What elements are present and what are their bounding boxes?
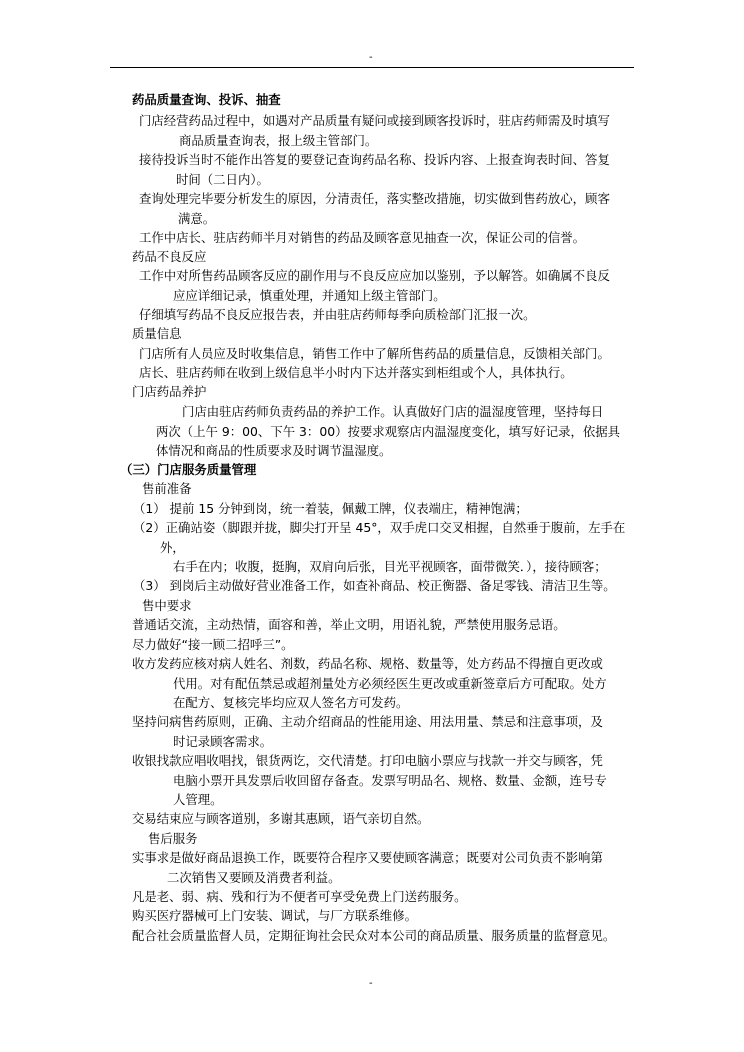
paragraph-line: 门店经营药品过程中，如遇对产品质量有疑问或接到顾客投诉时，驻店药师需及时填写 bbox=[139, 113, 610, 128]
subsection-title: 售前准备 bbox=[142, 481, 192, 496]
paragraph-line: 在配方、复核完毕均应双人签名方可发药。 bbox=[173, 695, 409, 710]
paragraph-line: 配合社会质量监督人员，定期征询社会民众对本公司的商品质量、服务质量的监督意见。 bbox=[132, 928, 616, 943]
list-item: （2）正确站姿（脚跟并拢，脚尖打开呈 45°，双手虎口交叉相握，自然垂于腹前，左手在 bbox=[133, 520, 626, 535]
paragraph-line: 店长、驻店药师在收到上级信息半小时内下达并落实到柜组或个人，具体执行。 bbox=[139, 365, 573, 380]
paragraph-line: 电脑小票开具发票后收回留存备查。发票写明品名、规格、数量、金额，连号专 bbox=[173, 773, 607, 788]
header-rule bbox=[110, 67, 634, 68]
paragraph-line: 满意。 bbox=[178, 211, 216, 226]
paragraph-line: 代用。对有配伍禁忌或超剂量处方必须经医生更改或重新签章后方可配取。处方 bbox=[173, 676, 607, 691]
paragraph-line: 时记录顾客需求。 bbox=[173, 734, 273, 749]
paragraph-line: 实事求是做好商品退换工作，既要符合程序又要使顾客满意；既要对公司负责不影响第 bbox=[132, 850, 603, 865]
paragraph-line: 商品质量查询表，报上级主管部门。 bbox=[179, 133, 378, 148]
paragraph-line: 二次销售又要顾及消费者利益。 bbox=[167, 870, 341, 885]
footer-mark: - bbox=[369, 978, 373, 989]
paragraph-line: 工作中店长、驻店药师半月对销售的药品及顾客意见抽查一次，保证公司的信誉。 bbox=[139, 230, 586, 245]
paragraph-line: 仔细填写药品不良反应报告表，并由驻店药师每季向质检部门汇报一次。 bbox=[139, 307, 536, 322]
paragraph-line: 应应详细记录，慎重处理，并通知上级主管部门。 bbox=[173, 288, 446, 303]
paragraph-line: 坚持问病售药原则，正确、主动介绍商品的性能用途、用法用量、禁忌和注意事项，及 bbox=[132, 714, 603, 729]
subsection-title: 药品不良反应 bbox=[132, 249, 207, 264]
list-item: （1） 提前 15 分钟到岗，统一着装，佩戴工牌，仪表端庄，精神饱满； bbox=[133, 501, 528, 516]
header-mark: - bbox=[369, 52, 373, 63]
paragraph-line: 查询处理完毕要分析发生的原因，分清责任，落实整改措施，切实做到售药放心，顾客 bbox=[139, 191, 610, 206]
paragraph-line: 接待投诉当时不能作出答复的要登记查询药品名称、投诉内容、上报查询表时间、答复 bbox=[139, 152, 610, 167]
paragraph-line: 交易结束应与顾客道别，多谢其惠顾，语气亲切自然。 bbox=[132, 811, 430, 826]
paragraph-line: 体情况和商品的性质要求及时调节温湿度。 bbox=[156, 443, 392, 458]
subsection-title: 质量信息 bbox=[132, 326, 182, 341]
section-heading: 药品质量查询、投诉、抽查 bbox=[132, 92, 281, 107]
paragraph-line: 购买医疗器械可上门安装、调试，与厂方联系维修。 bbox=[132, 908, 417, 923]
list-item: （3） 到岗后主动做好营业准备工作，如查补商品、校正衡器、备足零钱、清洁卫生等。 bbox=[133, 578, 616, 593]
paragraph-line: 时间（二日内）。 bbox=[176, 172, 269, 187]
paragraph-line: 两次（上午 9：00、下午 3：00）按要求观察店内温湿度变化，填写好记录，依据具 bbox=[156, 424, 621, 439]
paragraph-line: 工作中对所售药品顾客反应的副作用与不良反应应加以鉴别，予以解答。如确属不良反 bbox=[139, 268, 610, 283]
paragraph-line: 门店由驻店药师负责药品的养护工作。认真做好门店的温湿度管理，坚持每日 bbox=[182, 404, 604, 419]
subsection-title: 售中要求 bbox=[142, 598, 192, 613]
paragraph-line: 外， bbox=[160, 540, 185, 555]
paragraph-line: 收银找款应唱收唱找，银货两讫，交代清楚。打印电脑小票应与找款一并交与顾客，凭 bbox=[132, 753, 603, 768]
paragraph-line: 门店所有人员应及时收集信息，销售工作中了解所售药品的质量信息，反馈相关部门。 bbox=[139, 346, 610, 361]
paragraph-line: 收方发药应核对病人姓名、剂数，药品名称、规格、数量等，处方药品不得擅自更改或 bbox=[132, 656, 603, 671]
subsection-title: 门店药品养护 bbox=[132, 384, 207, 399]
paragraph-line: 凡是老、弱、病、残和行为不便者可享受免费上门送药服务。 bbox=[132, 889, 467, 904]
paragraph-line: 人管理。 bbox=[173, 792, 223, 807]
paragraph-line: 普通话交流，主动热情，面容和善，举止文明，用语礼貌，严禁使用服务忌语。 bbox=[132, 617, 566, 632]
paragraph-line: 右手在内；收腹，挺胸，双肩向后张，目光平视顾客，面带微笑．），接待顾客； bbox=[173, 559, 607, 574]
paragraph-line: 尽力做好“接一顾二招呼三”。 bbox=[132, 637, 294, 652]
subsection-title: 售后服务 bbox=[148, 831, 198, 846]
section-heading: （三）门店服务质量管理 bbox=[120, 462, 257, 477]
